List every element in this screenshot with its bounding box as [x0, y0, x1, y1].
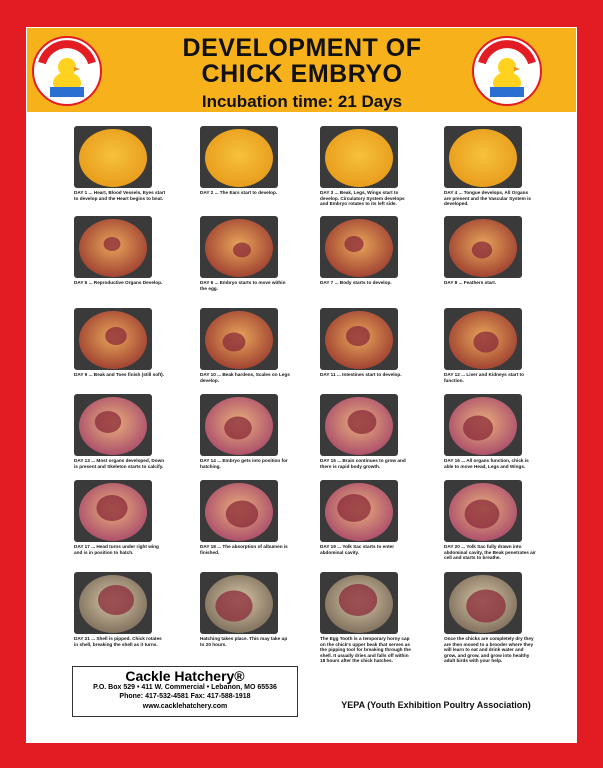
yolk-photo [200, 126, 278, 188]
yolk-photo [444, 126, 522, 188]
stage-caption: DAY 15 ... Brain continues to grow and there is rapid body growth. [320, 458, 406, 469]
stage-caption: DAY 6 ... Embryo starts to move within the egg. [200, 280, 286, 291]
chick-photo [320, 394, 398, 456]
stage-caption: DAY 11 ... Intestines start to develop. [320, 372, 402, 377]
chick-photo [200, 394, 278, 456]
embryo-photo [320, 216, 398, 278]
stage-caption: DAY 17 ... Head turns under right wing and is in position to hatch. [74, 544, 159, 555]
embryo-photo [74, 216, 152, 278]
footer-phone: Phone: 417-532-4581 Fax: 417-588-1918 [119, 693, 251, 700]
chick-photo [74, 394, 152, 456]
title-line-1: DEVELOPMENT OF [182, 34, 422, 62]
stage-caption: DAY 20 ... Yolk Sac fully drawn into abdominal cavity, the Beak penetrates air cell and starts to breathe. [444, 544, 536, 561]
chick-photo [200, 480, 278, 542]
embryo-photo [444, 308, 522, 370]
stage-caption: DAY 3 ... Beak, Legs, Wings start to develop. Circulatory System develops and Embryo rotates to its left side. [320, 190, 405, 207]
stage-caption: DAY 16 ... All organs function, chick is able to move Head, Legs and Wings. [444, 458, 529, 469]
chick-photo [320, 480, 398, 542]
yolk-photo [320, 126, 398, 188]
stage-caption: DAY 1 ... Heart, Blood Vessels, Eyes start to develop and the Heart begins to beat. [74, 190, 166, 201]
contact-box [72, 666, 298, 717]
stage-caption: DAY 10 ... Beak hardens, Scales on Legs develop. [200, 372, 290, 383]
embryo-photo [74, 308, 152, 370]
title-line-2: CHICK EMBRYO [201, 60, 403, 88]
stage-caption: DAY 14 ... Embryo gets into position for hatching. [200, 458, 288, 469]
stage-caption: DAY 5 ... Reproductive Organs Develop. [74, 280, 163, 285]
incubation-time: Incubation time: 21 Days [201, 92, 403, 111]
chick-photo [74, 480, 152, 542]
stage-caption: DAY 19 ... Yolk Sac starts to enter abdominal cavity. [320, 544, 395, 555]
cackle-hatchery-logo-left [30, 35, 104, 107]
embryo-photo [200, 216, 278, 278]
yepa-label: YEPA (Youth Exhibition Poultry Association) [341, 700, 531, 710]
stage-caption: DAY 12 ... Liver and Kidneys start to function. [444, 372, 524, 383]
footer-website[interactable]: www.cacklehatchery.com [142, 703, 228, 710]
chick-photo [444, 394, 522, 456]
stage-caption: DAY 4 ... Tongue develops, All Organs are present and the Vascular System is developed. [444, 190, 532, 207]
footer-brand-name: Cackle Hatchery® [125, 668, 245, 684]
yolk-photo [74, 126, 152, 188]
embryo-photo [200, 308, 278, 370]
stage-caption: DAY 9 ... Beak and Toes finish (still soft). [74, 372, 165, 377]
hatch-photo [200, 572, 278, 634]
chick-photo [444, 480, 522, 542]
hatch-photo [74, 572, 152, 634]
stage-caption: Once the chicks are completely dry they are then moved to a brooder where they will learn to eat and drink water and grow, and grow, and grow into healthy adult birds with your help. [444, 636, 534, 664]
hatch-photo [444, 572, 522, 634]
stage-caption: DAY 2 ... The Ears start to develop. [200, 190, 278, 195]
embryo-photo [444, 216, 522, 278]
hatch-photo [320, 572, 398, 634]
stage-caption: DAY 8 ... Feathers start. [444, 280, 497, 285]
stage-caption: Hatching takes place. This may take up to 20 hours. [200, 636, 288, 647]
stage-caption: DAY 21 ... Shell is pipped. Chick rotates in shell, breaking the shell as it turns. [74, 636, 162, 647]
footer-address: P.O. Box 529 • 411 W. Commercial • Lebanon, MO 65536 [93, 684, 277, 691]
stage-caption: DAY 13 ... Most organs developed, Down is present and Skeleton starts to calcify. [74, 458, 165, 469]
stage-caption: DAY 18 ... The absorption of albumen is finished. [200, 544, 288, 555]
embryo-photo [320, 308, 398, 370]
stage-caption: The Egg Tooth is a temporary horny cap on the chick's upper beak that serves as the pipping tool for breaking through the shell. It usually dries and falls off within 18 hours after the chick hatches. [320, 636, 411, 664]
stage-caption: DAY 7 ... Body starts to develop. [320, 280, 392, 285]
